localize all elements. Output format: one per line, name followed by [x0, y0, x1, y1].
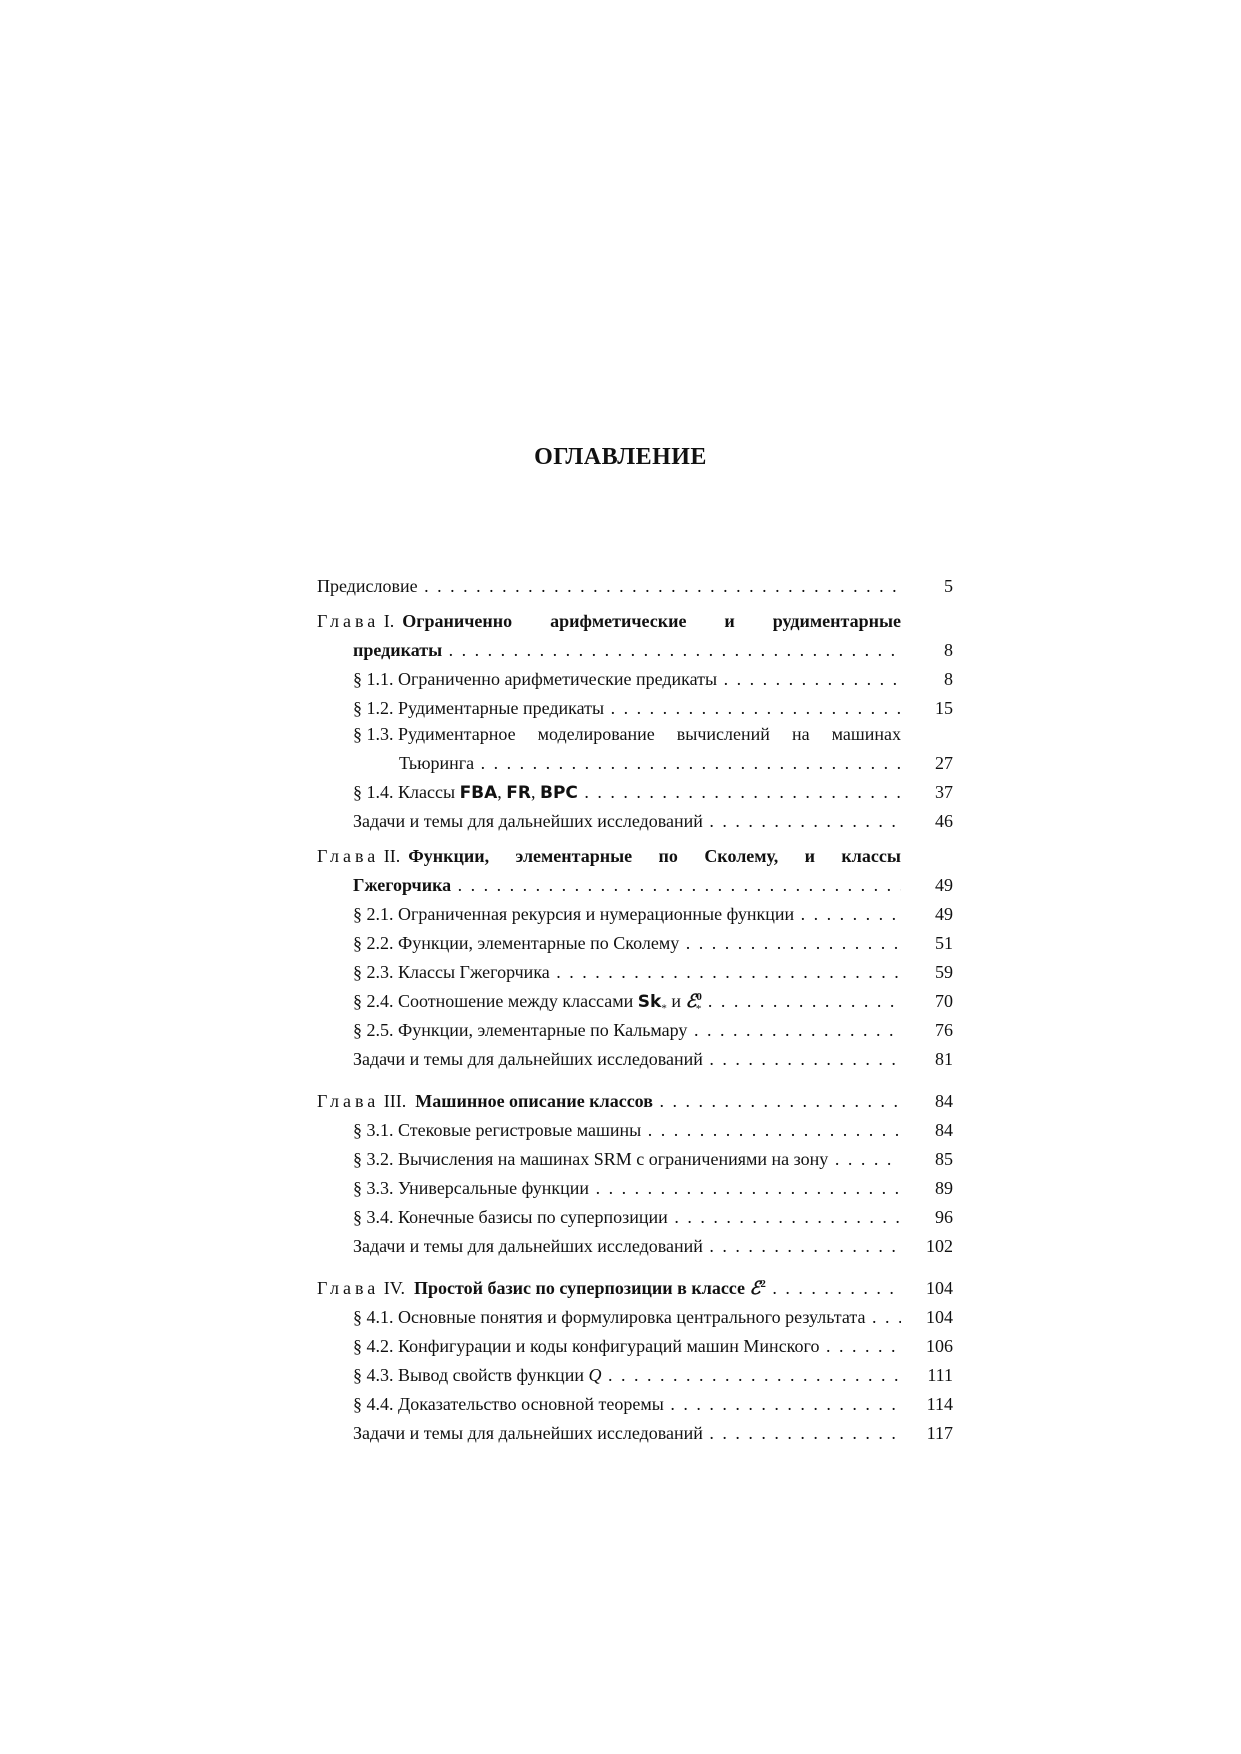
toc-entry-preface[interactable]: Предисловие . . . 5 [317, 568, 953, 597]
toc-section[interactable]: § 1.2. Рудиментарные предикаты . . . 15 [317, 690, 953, 719]
page-number: 85 [935, 1149, 953, 1169]
page-number: 15 [935, 698, 953, 718]
page-number: 84 [935, 1120, 953, 1140]
toc-section[interactable]: § 2.5. Функции, элементарные по Кальмару . . . 76 [317, 1012, 953, 1041]
chapter-2 [317, 845, 953, 1070]
toc-section[interactable]: § 3.2. Вычисления на машинах SRM с ограничениями на зону . . . 85 [317, 1141, 953, 1170]
page-number: 51 [935, 933, 953, 953]
toc-section[interactable]: § 1.1. Ограниченно арифметические предикаты . . . 8 [317, 661, 953, 690]
page-title: ОГЛАВЛЕНИЕ [534, 444, 707, 470]
page-number: 102 [926, 1236, 953, 1256]
toc-section[interactable]: § 3.4. Конечные базисы по суперпозиции . . . 96 [317, 1199, 953, 1228]
toc-section[interactable]: § 4.2. Конфигурации и коды конфигураций машин Минского . . . 106 [317, 1328, 953, 1357]
table-of-contents [317, 568, 953, 1444]
chapter-heading-end[interactable]: предикаты . . . 8 [317, 632, 953, 661]
chapter-heading[interactable]: Глава II. Функции, элементарные по Сколему, и классы [317, 846, 901, 866]
page-number: 76 [935, 1020, 953, 1040]
toc-section[interactable]: § 1.4. Классы FBA, FR, BPC . . . 37 [317, 774, 953, 803]
chapter-4 [317, 1270, 953, 1444]
toc-section[interactable]: § 3.3. Универсальные функции . . . 89 [317, 1170, 953, 1199]
chapter-heading[interactable]: Глава IV. Простой базис по суперпозиции в классе ℰ$^2$ . . . 104 [317, 1270, 953, 1299]
toc-exercises[interactable]: Задачи и темы для дальнейших исследований . . . 46 [317, 803, 953, 832]
toc-section[interactable]: § 4.4. Доказательство основной теоремы . . . 114 [317, 1386, 953, 1415]
toc-exercises[interactable]: Задачи и темы для дальнейших исследований . . . 102 [317, 1228, 953, 1257]
chapter-3 [317, 1083, 953, 1257]
toc-section[interactable]: § 2.2. Функции, элементарные по Сколему . . . 51 [317, 925, 953, 954]
page-number: 8 [944, 640, 953, 660]
toc-exercises[interactable]: Задачи и темы для дальнейших исследований . . . 81 [317, 1041, 953, 1070]
page-number: 111 [927, 1365, 953, 1385]
page-number: 104 [926, 1278, 953, 1298]
toc-section[interactable]: § 4.1. Основные понятия и формулировка центрального результата . . . 104 [317, 1299, 953, 1328]
chapter-heading[interactable]: Глава III. Машинное описание классов . . . 84 [317, 1083, 953, 1112]
page-number: 37 [935, 782, 953, 802]
page-number: 96 [935, 1207, 953, 1227]
toc-section[interactable]: § 2.4. Соотношение между классами $Sk_*$ и ℰ$^0_*$ . . . 70 [317, 983, 953, 1012]
page-number: 114 [926, 1394, 953, 1414]
page-number: 49 [935, 904, 953, 924]
page-number: 70 [935, 991, 953, 1011]
page-number: 81 [935, 1049, 953, 1069]
page-number: 104 [926, 1307, 953, 1327]
page-number: 106 [926, 1336, 953, 1356]
page-number: 46 [935, 811, 953, 831]
toc-section[interactable]: § 2.1. Ограниченная рекурсия и нумерационные функции . . . 49 [317, 896, 953, 925]
toc-exercises[interactable]: Задачи и темы для дальнейших исследований . . . 117 [317, 1415, 953, 1444]
page-number: 5 [944, 576, 953, 596]
chapter-1 [317, 610, 953, 832]
toc-section[interactable]: § 4.3. Вывод свойств функции Q . . . 111 [317, 1357, 953, 1386]
page-number: 89 [935, 1178, 953, 1198]
toc-section[interactable]: § 2.3. Классы Гжегорчика . . . 59 [317, 954, 953, 983]
page-number: 59 [935, 962, 953, 982]
chapter-heading-end[interactable]: Гжегорчика . . . 49 [317, 867, 953, 896]
page-number: 49 [935, 875, 953, 895]
toc-section[interactable]: § 1.3. Рудиментарное моделирование вычислений на машинах Тьюринга . . . 27 [317, 723, 953, 774]
chapter-heading[interactable]: Глава I. Ограниченно арифметические и рудиментарные [317, 611, 901, 631]
page-number: 27 [935, 753, 953, 773]
page-number: 8 [944, 669, 953, 689]
toc-section[interactable]: § 3.1. Стековые регистровые машины . . . 84 [317, 1112, 953, 1141]
page-number: 117 [926, 1423, 953, 1443]
page-number: 84 [935, 1091, 953, 1111]
